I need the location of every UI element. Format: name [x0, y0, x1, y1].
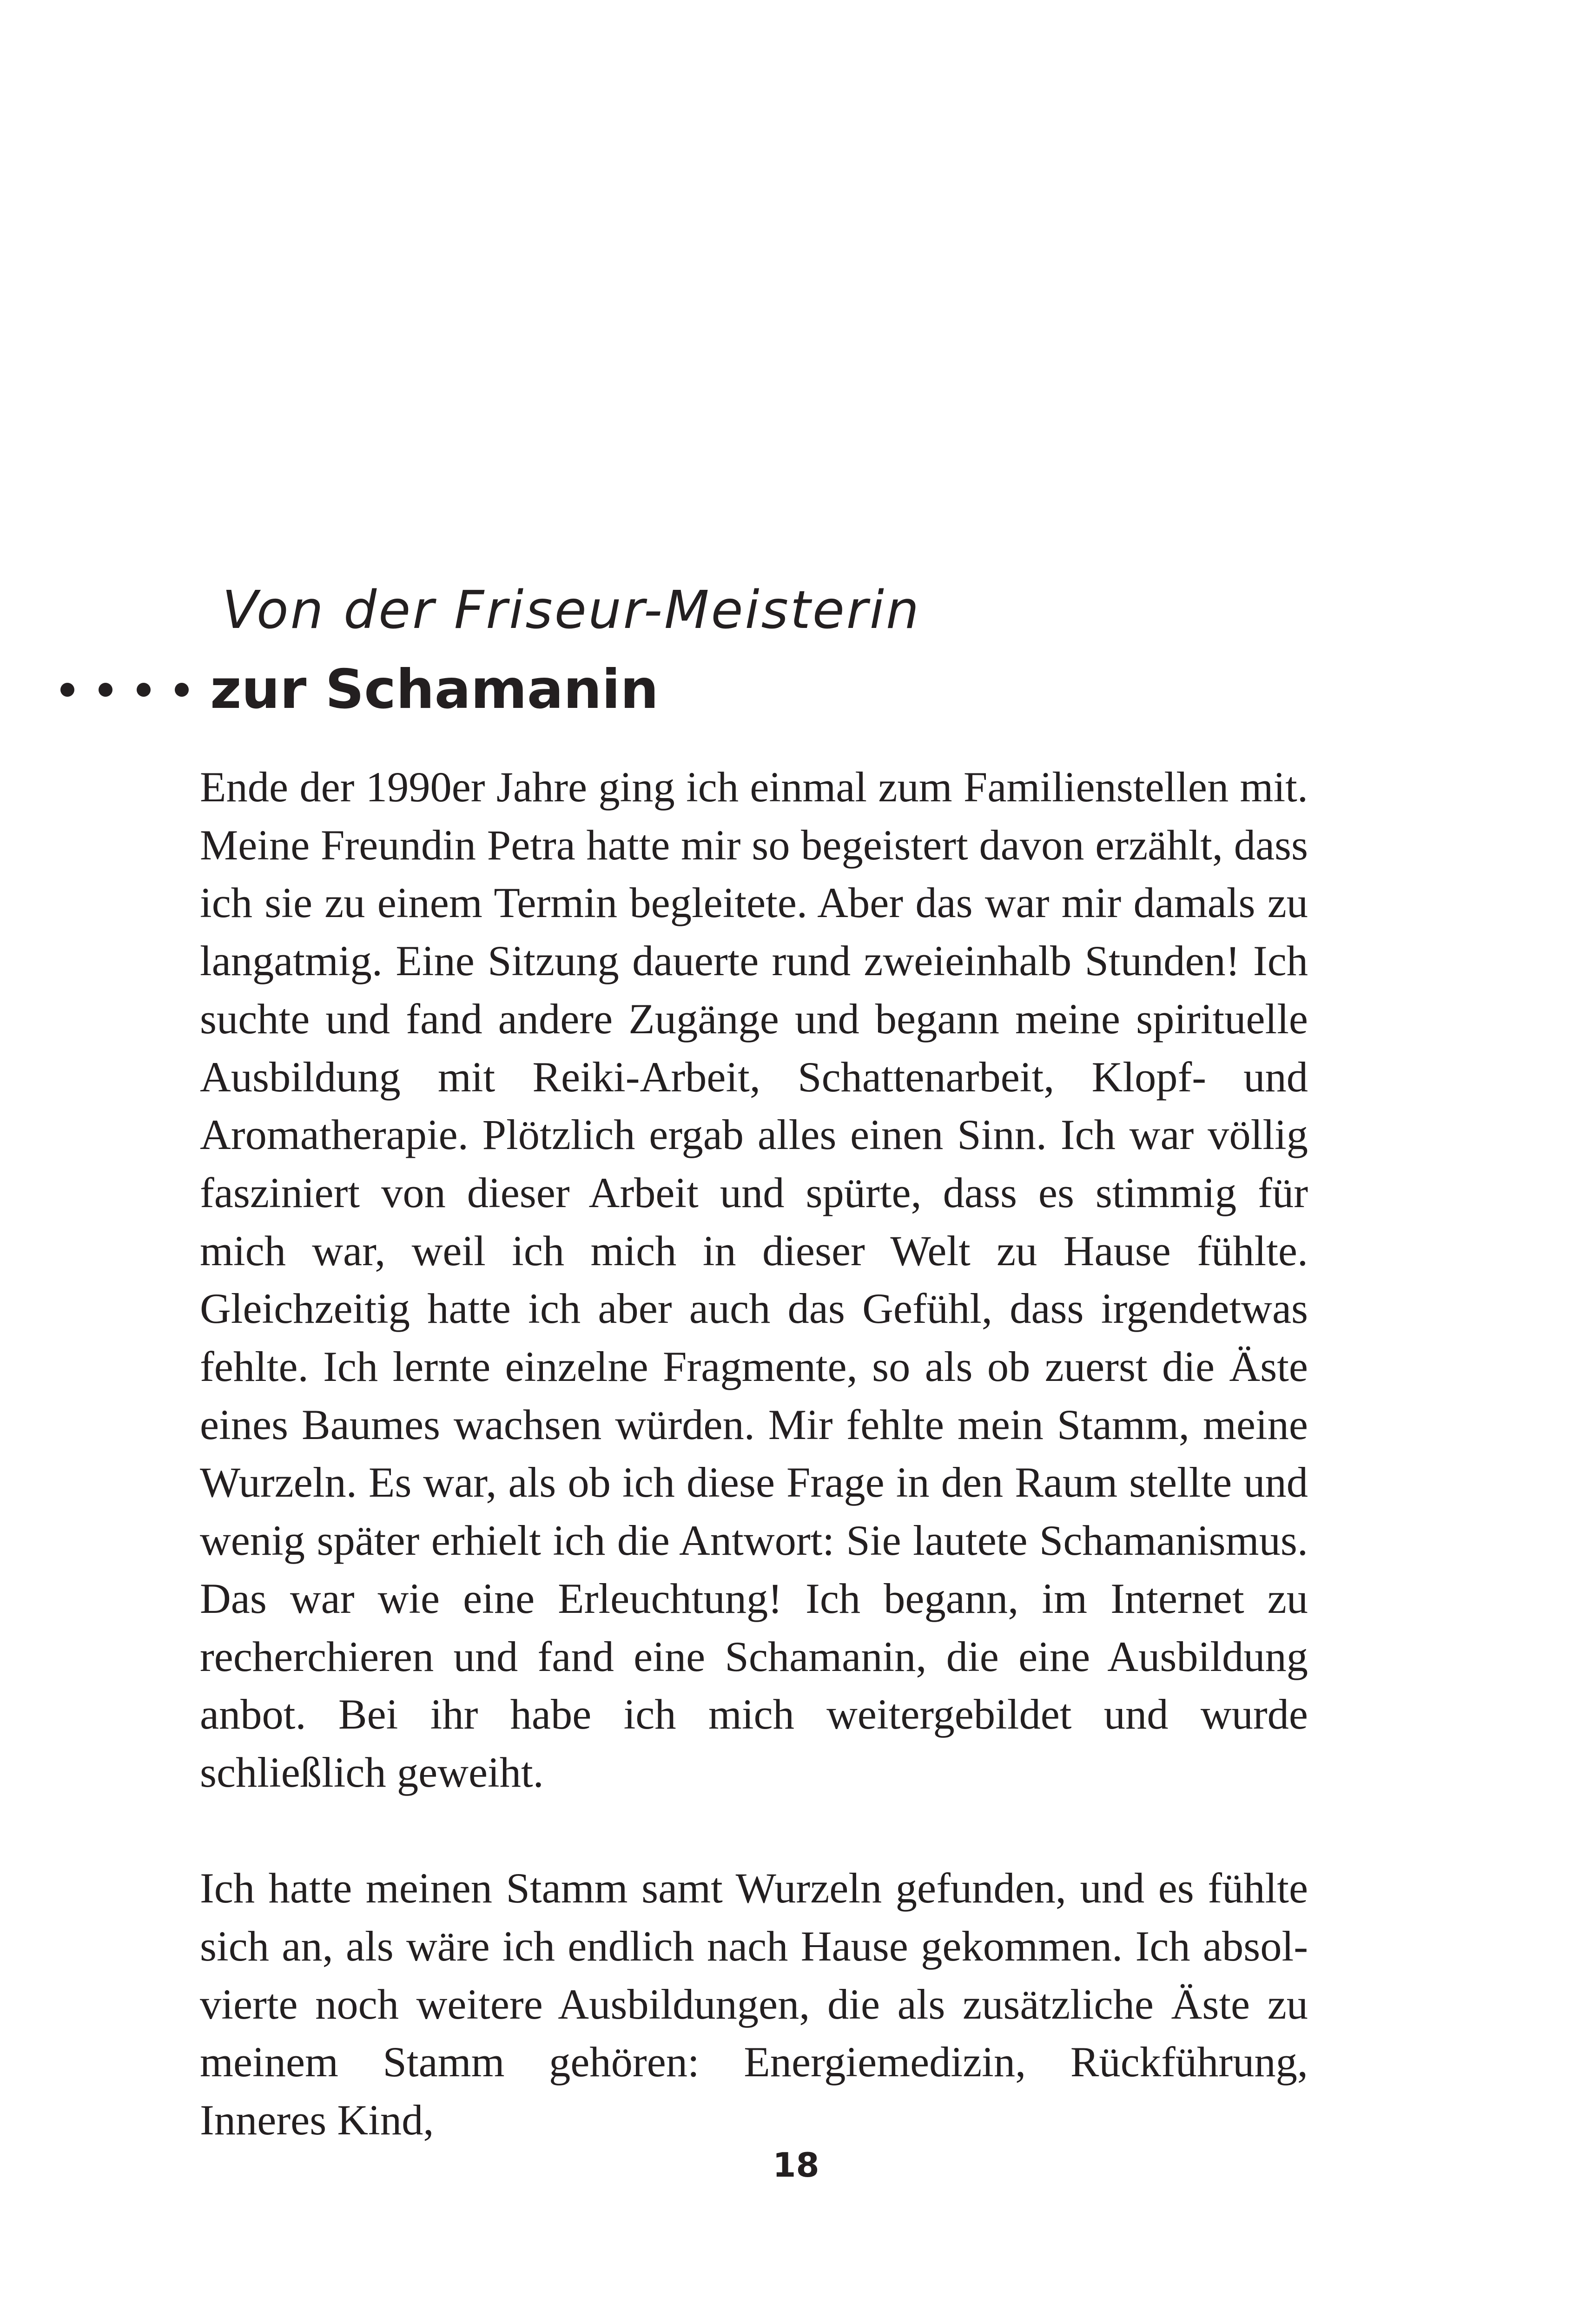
page-number: 18	[773, 2146, 819, 2185]
paragraph: Ende der 1990er Jahre ging ich einmal zum Familienstellen mit. Meine Freundin Petra hatte mir so begeistert davon erzählt, dass ich sie zu einem Termin begleitete. Aber das war mir damals zu langatmig. Eine Sitzung dauerte rund zweieinhalb Stunden! Ich suchte und fand andere Zugänge und begann meine spirituelle Ausbildung mit Reiki-Arbeit, Schattenarbeit, Klopf- und Aromatherapie. Plötzlich ergab alles einen Sinn. Ich war völlig fasziniert von dieser Arbeit und spürte, dass es stimmig für mich war, weil ich mich in dieser Welt zu Hause fühlte. Gleichzeitig hatte ich aber auch das Gefühl, dass irgendetwas fehlte. Ich lernte einzelne Fragmente, so als ob zuerst die Äste eines Baumes wachsen würden. Mir fehlte mein Stamm, meine Wurzeln. Es war, als ob ich diese Frage in den Raum stellte und wenig später erhielt ich die Antwort: Sie lautete Schamanismus. Das war wie eine Erleuchtung! Ich begann, im Internet zu recherchieren und fand eine Schamanin, die eine Ausbildung anbot. Bei ihr habe ich mich weitergebildet und wurde schließlich geweiht.	[200, 764, 1308, 1796]
dot-icon	[60, 683, 74, 697]
chapter-subtitle: Von der Friseur-Meisterin	[222, 580, 921, 640]
dot-icon	[175, 683, 189, 697]
bullet-dots	[60, 683, 189, 697]
body-text	[200, 759, 1308, 2150]
dot-icon	[137, 683, 151, 697]
chapter-title: zur Schamanin	[210, 658, 659, 721]
chapter-title-row	[60, 653, 659, 727]
paragraph: Ich hatte meinen Stamm samt Wurzeln gefunden, und es fühlte sich an, als wäre ich endlich nach Hause gekommen. Ich absolvierte noch weitere Ausbildungen, die als zusätzliche Äste zu meinem Stamm gehören: Energiemedizin, Rückführung, Inneres Kind,	[200, 1865, 1308, 2145]
dot-icon	[99, 683, 112, 697]
